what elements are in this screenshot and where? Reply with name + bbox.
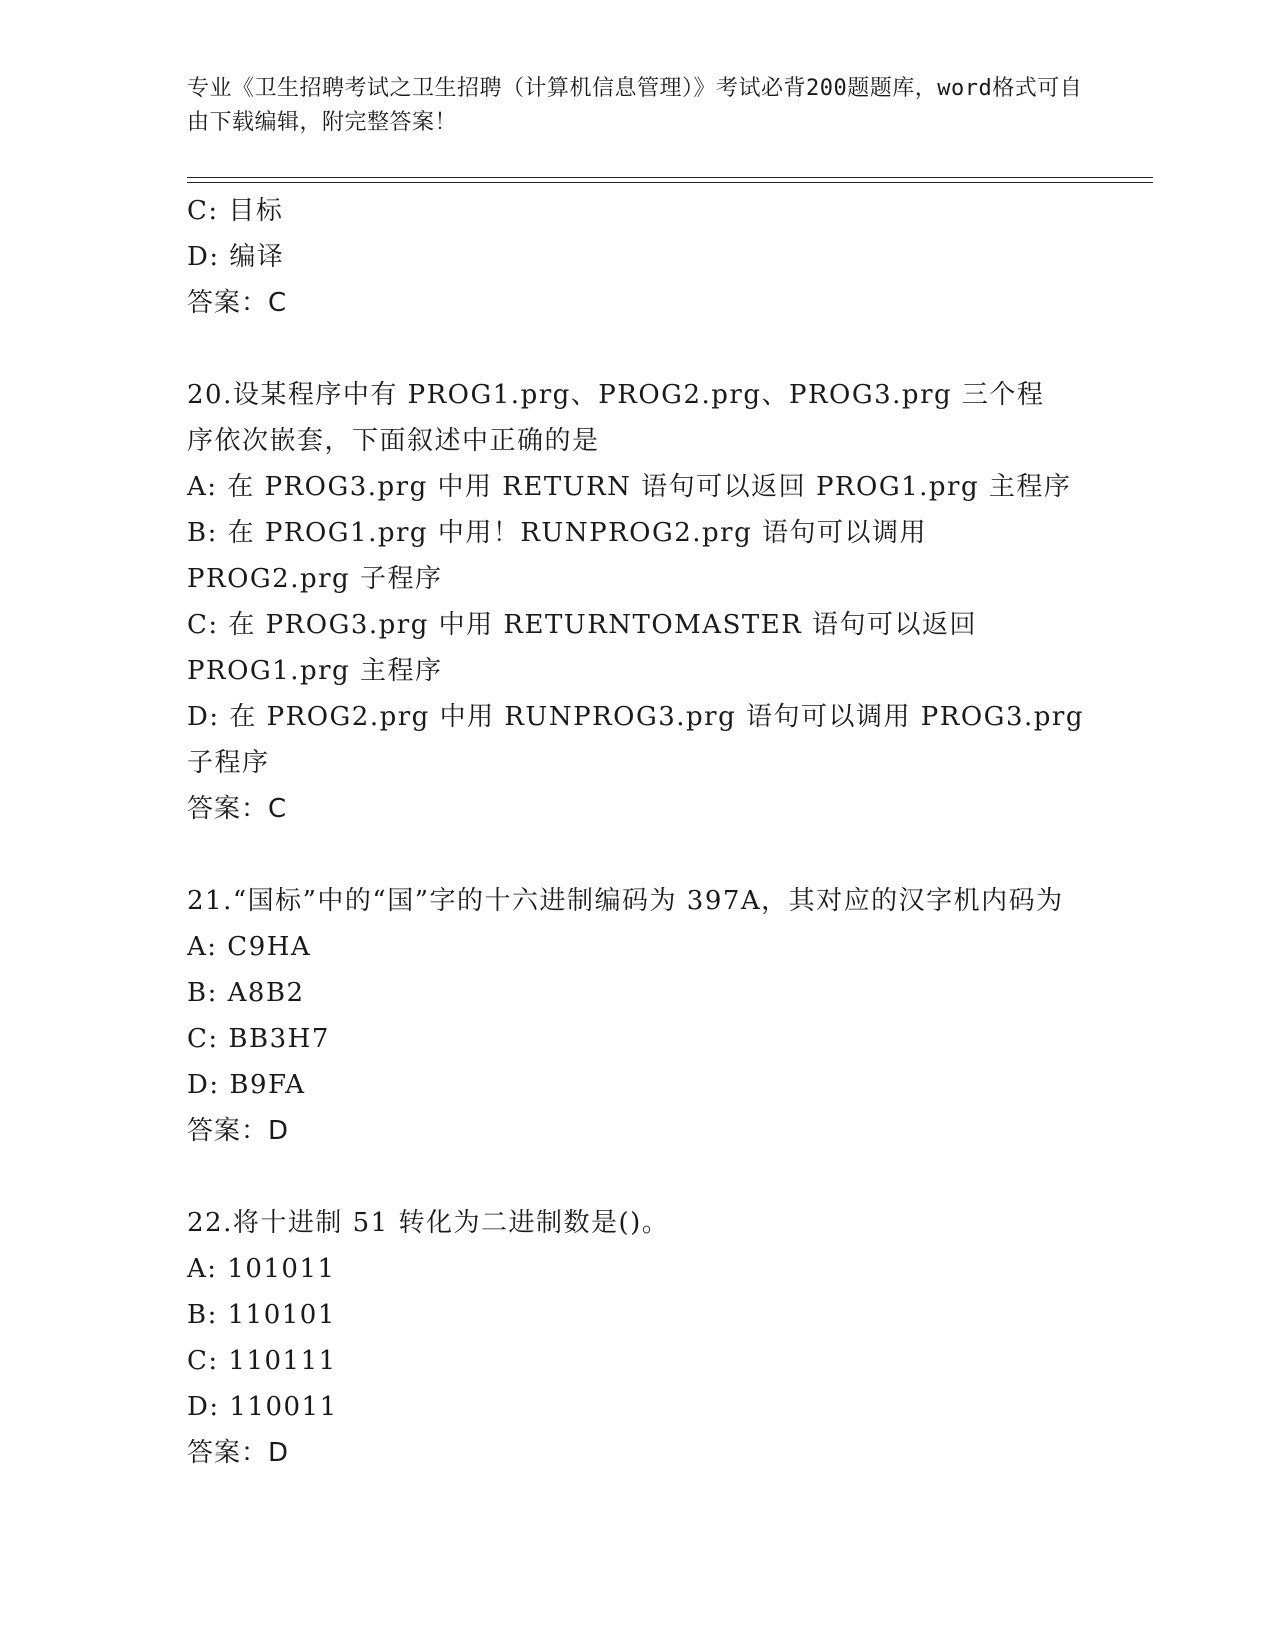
- option-d: D: 110011: [187, 1392, 338, 1422]
- option-c: C: BB3H7: [187, 1024, 330, 1054]
- option-c: C: 在 PROG3.prg 中用 RETURNTOMASTER 语句可以返回 PROG1.prg 主程序: [187, 610, 987, 686]
- answer-line: 答案：D: [187, 1438, 290, 1468]
- option-b: B: 110101: [187, 1300, 336, 1330]
- option-a: A: 101011: [187, 1254, 336, 1284]
- question-stem: 21.“国标”中的“国”字的十六进制编码为 397A，其对应的汉字机内码为: [187, 886, 1064, 916]
- answer-line: 答案：C: [187, 794, 288, 824]
- header-divider-top: [187, 177, 1153, 178]
- option-a: A: C9HA: [187, 932, 312, 962]
- spacer: [187, 832, 1087, 878]
- option-c: C: 110111: [187, 1346, 337, 1376]
- document-header: 专业《卫生招聘考试之卫生招聘（计算机信息管理）》考试必背200题题库，word格式可自由下载编辑，附完整答案！: [187, 76, 1083, 135]
- answer-line: 答案：C: [187, 288, 288, 318]
- spacer: [187, 326, 1087, 372]
- option-d: D: B9FA: [187, 1070, 306, 1100]
- question-content: [187, 188, 1094, 1476]
- header-divider-bottom: [187, 182, 1153, 183]
- option-d: D: 编译: [187, 242, 285, 272]
- option-c: C: 目标: [187, 196, 284, 226]
- option-a: A: 在 PROG3.prg 中用 RETURN 语句可以返回 PROG1.prg 主程序: [187, 472, 1072, 502]
- spacer: [187, 1154, 1087, 1200]
- option-d: D: 在 PROG2.prg 中用 RUNPROG3.prg 语句可以调用 PROG3.prg 子程序: [187, 702, 1094, 778]
- question-stem: 22.将十进制 51 转化为二进制数是()。: [187, 1208, 670, 1238]
- question-stem: 20.设某程序中有 PROG1.prg、PROG2.prg、PROG3.prg 三个程序依次嵌套，下面叙述中正确的是: [187, 380, 1045, 456]
- option-b: B: 在 PROG1.prg 中用！RUNPROG2.prg 语句可以调用 PROG2.prg 子程序: [187, 518, 937, 594]
- option-b: B: A8B2: [187, 978, 305, 1008]
- answer-line: 答案：D: [187, 1116, 290, 1146]
